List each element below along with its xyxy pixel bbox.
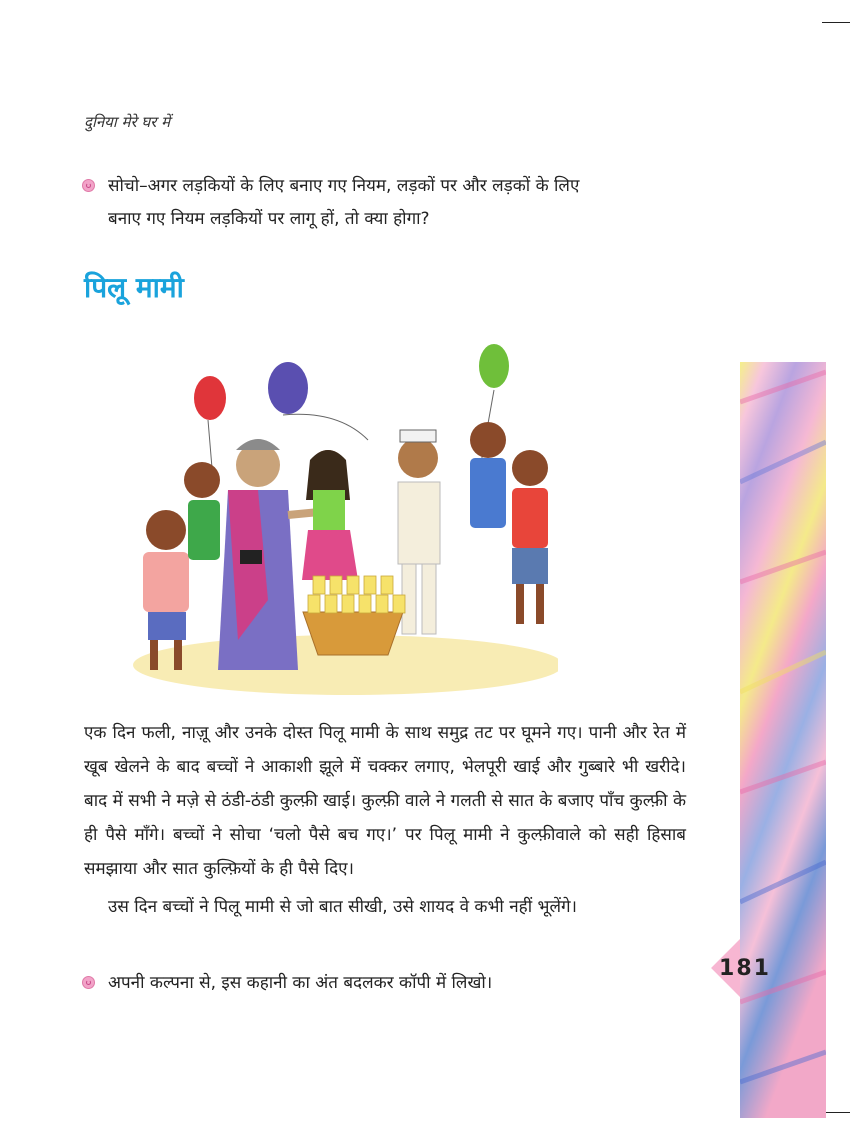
running-head: दुनिया मेरे घर में (84, 113, 171, 131)
decorative-crayon-strip (740, 362, 826, 1118)
question-2-text: अपनी कल्पना से, इस कहानी का अंत बदलकर कॉपी में लिखो। (108, 973, 493, 993)
story-paragraph-2: उस दिन बच्चों ने पिलू मामी से जो बात सीखी, उसे शायद वे कभी नहीं भूलेंगे। (108, 897, 577, 917)
section-title: पिलू मामी (84, 271, 184, 304)
question-block-2 (84, 967, 684, 1000)
crop-mark-bottom (822, 1112, 850, 1113)
question-bullet-icon (82, 179, 95, 192)
question-1-line-2: बनाए गए नियम लड़कियों पर लागू हों, तो क्या होगा? (108, 209, 430, 229)
question-block-1 (84, 170, 684, 236)
question-bullet-icon (82, 976, 95, 989)
crop-mark-top (822, 22, 850, 23)
question-1-line-1: सोचो–अगर लड़कियों के लिए बनाए गए नियम, लड़कों पर और लड़कों के लिए (108, 176, 580, 196)
beach-kulfi-illustration (118, 340, 558, 700)
story-paragraph-1: एक दिन फली, नाज़ू और उनके दोस्त पिलू मामी के साथ समुद्र तट पर घूमने गए। पानी और रेत में खूब खेलने के बाद बच्चों ने आकाशी झूले में चक्कर लगाए, भेलपूरी खाई और गुब्बारे भी खरीदे। बाद में सभी ने मज़े से ठंडी-ठंडी कुल्फ़ी खाई। कुल्फ़ी वाले ने गलती से सात के बजाए पाँच कुल्फ़ी के ही पैसे माँगे। बच्चों ने सोचा ‘चलो पैसे बच गए।’ पर पिलू मामी ने कुल्फ़ीवाले को सही हिसाब समझाया और सात कुल्फ़ियों के ही पैसे दिए। (84, 723, 686, 879)
page-number: 181 (712, 935, 778, 1001)
story-text (84, 716, 686, 924)
